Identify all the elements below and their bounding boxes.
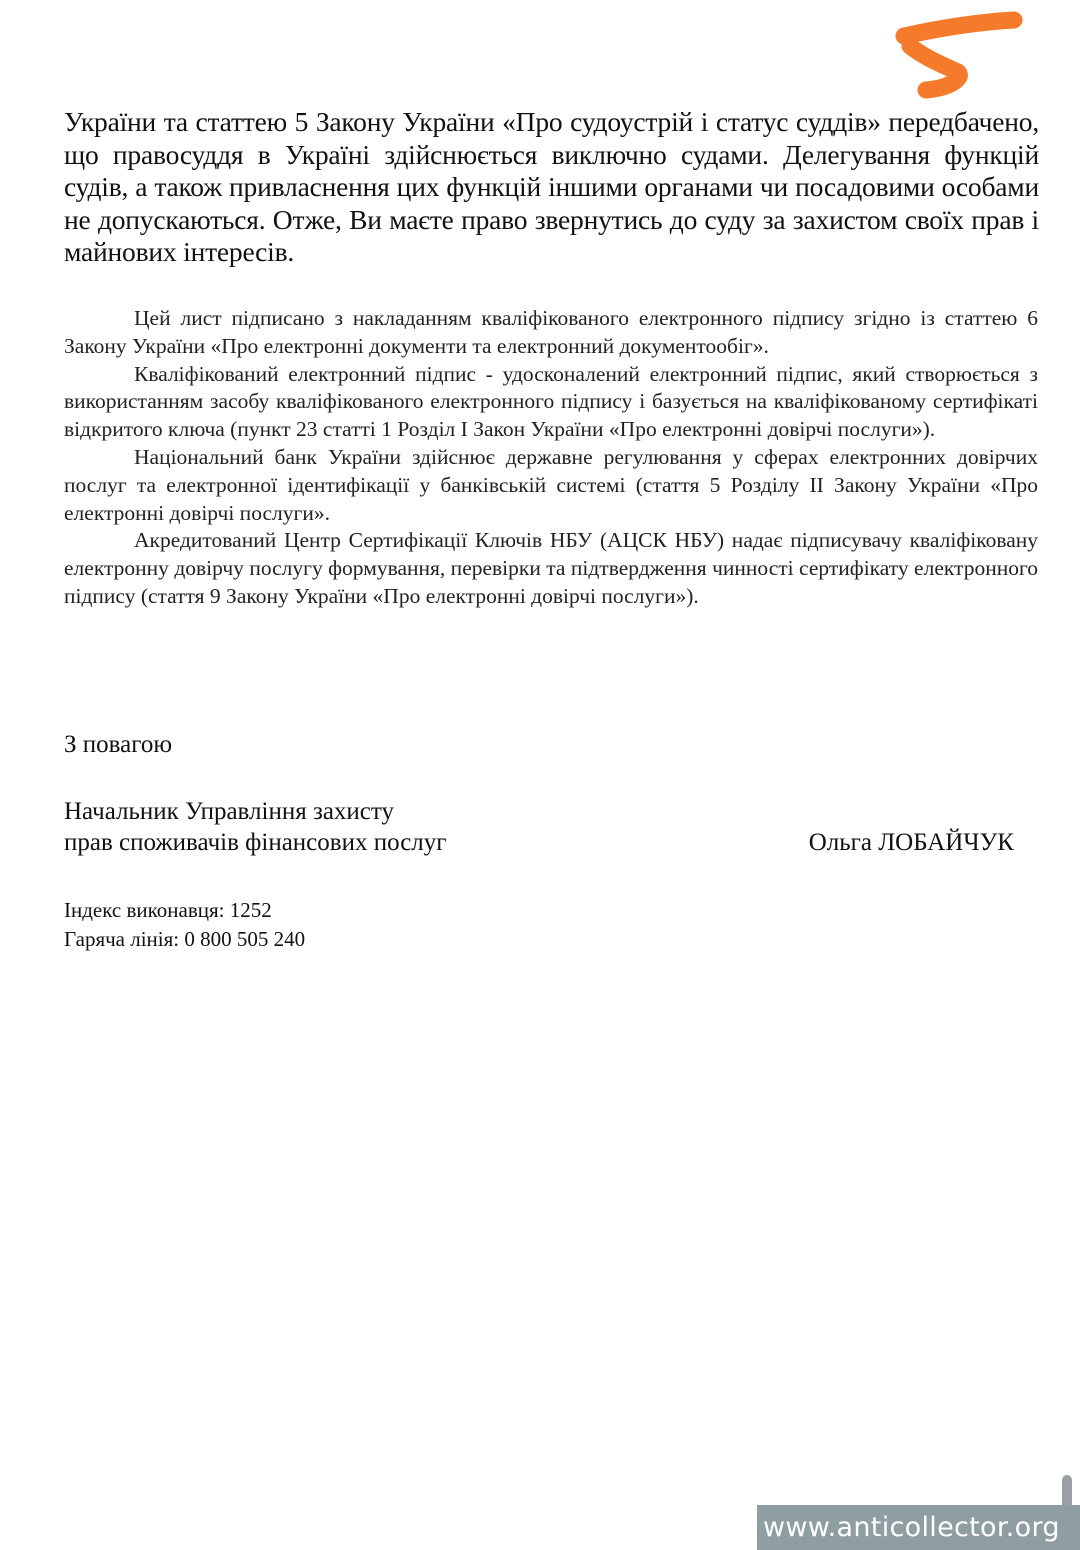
notice-paragraph: Цей лист підписано з накладанням кваліфікованого електронного підпису згідно із статтею 6 Закону України «Про електронні документи та електронний документообіг». (64, 306, 1038, 358)
notice-paragraph: Національний банк України здійснює державне регулювання у сферах електронних довірчих послуг та електронної ідентифікації у банківській системі (стаття 5 Розділу ІІ Закону України «Про електронні довірчі послуги». (64, 444, 1038, 525)
site-watermark: www.anticollector.org (757, 1505, 1080, 1550)
contact-info (64, 896, 305, 954)
executor-index: Індекс виконавця: 1252 (64, 898, 272, 922)
hotline-number: Гаряча лінія: 0 800 505 240 (64, 927, 306, 951)
signer-name: Ольга ЛОБАЙЧУК (808, 829, 1014, 856)
main-paragraph: України та статтею 5 Закону України «Про судоустрій і статус суддів» передбачено, що правосуддя в Україні здійснюється виключно судами. Делегування функцій судів, а також привласнення цих функцій іншими органами чи посадовими особами не допускаються. Отже, Ви маєте право звернутись до суду за захистом своїх прав і майнових інтересів. (64, 106, 1039, 267)
closing-salutation: З повагою (64, 731, 173, 758)
signer-title-line-2: прав споживачів фінансових послуг (64, 829, 447, 856)
electronic-signature-notice (64, 305, 1038, 611)
notice-paragraph: Кваліфікований електронний підпис - удосконалений електронний підпис, який створюється з використанням засобу кваліфікованого електронного підпису і базується на кваліфікованому сертифікаті відкритого ключа (пункт 23 статті 1 Розділ І Закон України «Про електронні довірчі послуги»). (64, 361, 1038, 442)
signature-block (64, 796, 1014, 858)
signer-title-line-1: Начальник Управління захисту (64, 798, 394, 825)
notice-paragraph: Акредитований Центр Сертифікації Ключів НБУ (АЦСК НБУ) надає підписувачу кваліфіковану електронну довірчу послугу формування, перевірки та підтвердження чинності сертифікату електронного підпису (стаття 9 Закону України «Про електронні довірчі послуги»). (64, 528, 1038, 608)
handwritten-five-annotation-icon (890, 8, 1030, 108)
